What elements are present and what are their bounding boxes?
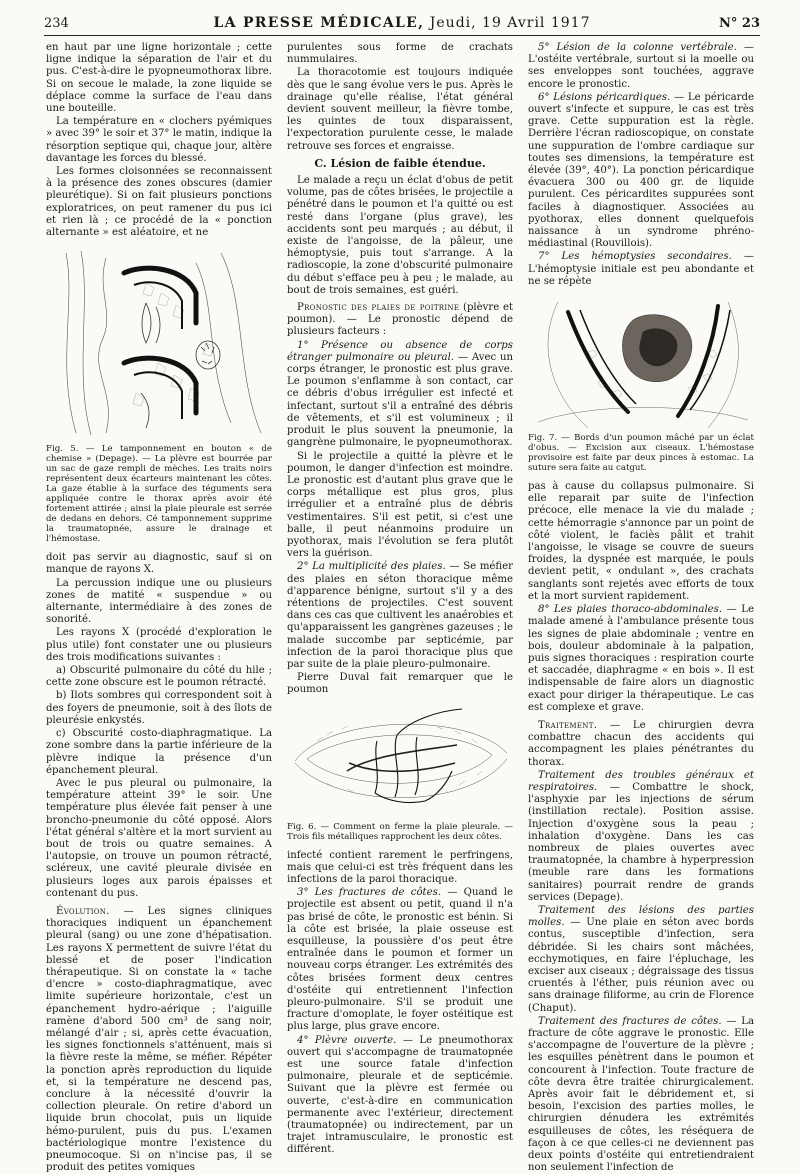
paragraph: c) Obscurité costo-diaphragmatique. La zone sombre dans la partie inférieure de la plèvre indique la présence d'un épanchement pleural. [46,728,272,776]
paragraph: pas à cause du collapsus pulmonaire. Si elle reparait par suite de l'infection précoce, elle menace la vie du malade ; cette hémorragie s'annonce par un point de côté violent, le faciès pâlit et trahit l'angoisse, le visage se couvre de sueurs froides, la dyspnée est marquée, le pouls devient petit, « ondulant », des crachats sanglants sont rejetés avec efforts de toux et la mort survient rapidement. [528,481,754,602]
paragraph-body: — Les signes cliniques thoraciques indiquent un épanchement pleural (sang) ou une zone d'hépatisation. Les rayons X permettent de suivre l'état du blessé et de poser l'indication thérapeutique. Si on constate la « tache d'encre » costo-diaphragmatique, avec limite supérieure horizontale, c'est un épanchement hydro-aérique ; l'aiguille ramène d'abord 500 cm³ de sang noir, mélangé d'air ; si, après cette évacuation, les signes fonctionnels s'atténuent, mais si la fièvre reste la même, se méfier. Répéter la ponction après reproduction du liquide et, si la température ne descend pas, conclure à la nécessité d'ouvrir la collection pleurale. On retire d'abord un liquide brun chocolat, puis un liquide hémo-purulent, puis du pus. L'examen bactériologique montre l'existence du pneumocoque. Si on n'incise pas, il se produit des petites vomiques [46,905,272,1174]
paragraph [287,1035,513,1157]
paragraph-heading: Pronostic des plaies de poitrine [297,302,460,314]
paragraph-heading: 2° La multiplicité des plaies. [297,561,446,573]
paragraph [528,42,754,91]
paragraph-body: — Une plaie en séton avec bords contus, susceptible d'infection, sera débridée. Si les chairs sont mâchées, ecchymotiques, en faire l'épluchage, les exciser aux ciseaux ; dégraissage des tissus cruentés à l'éther, puis réunion avec ou sans drainage filiforme, au crin de Florence (Chaput). [528,917,754,1014]
figure-6-illustration [287,701,513,819]
paragraph-heading: Traitement. [538,719,598,731]
paragraph-heading: Traitement des troubles généraux et respiratoires. [528,769,754,793]
paragraph [528,905,754,1015]
column-2 [287,42,514,1156]
paragraph-body: — Le péricarde ouvert s'infecte et suppure, le cas est très grave. Cette suppuration est la règle. Derrière l'écran radioscopique, on constate une suppuration de l'ombre cardiaque sur toutes ses dimensions, la température est élevée (39°, 40°). La ponction péricardique évacuera 300 ou 400 gr. de liquide purulent. Ces péricardites suppurées sont faciles à diagnostiquer. Associées au pyothorax, elles donnent quelquefois naissance à un syndrome phréno-médiastinal (Rouvillois). [528,91,754,250]
paragraph [287,340,513,450]
paragraph: b) Ilots sombres qui correspondent soit à des foyers de pneumonie, soit à des îlots de pleurésie enkystés. [46,690,272,726]
paragraph-body: (plèvre et poumon). — Le pronostic dépend de plusieurs facteurs : [287,302,514,338]
paragraph: doit pas servir au diagnostic, sauf si on manque de rayons X. [46,552,272,576]
paragraph: Si le projectile a quitté la plèvre et le poumon, le danger d'infection est moindre. Le pronostic est d'autant plus grave que le corps métallique est plus gros, plus irrégulier et a entraîné plus de débris vestimentaires. S'il est petit, si c'est une balle, il peut néanmoins produire un pyothorax, mais l'évolution se fera plutôt vers la guérison. [287,450,513,560]
paragraph: en haut par une ligne horizontale ; cette ligne indique la séparation de l'air et du pus. C'est-à-dire le pyopneumothorax libre. Si on secoue le malade, la zone liquide se déplace comme la surface de l'eau dans une bouteille. [46,42,272,115]
paragraph [528,1016,754,1174]
section-title: C. Lésion de faible étendue. [314,156,486,170]
paragraph-body: — La fracture de côte aggrave le pronostic. Elle s'accompagne de l'ouverture de la plèvre ; les esquilles pénètrent dans le poumon et concourent à l'infection. Toute fracture de côte devra être traitée chirurgicalement. Après avoir fait le débridement et, si besoin, l'excision des parties molles, le chirurgien dénudera les extrémités esquilleuses de côtes, les réséquera de façon à ce que celles-ci ne deviennent pas deux points d'ostéite qui entretiendraient non seulement l'infection de [528,1015,754,1174]
paragraph [287,302,513,339]
figure-7-illustration [528,292,754,430]
paragraph-heading: 8° Les plaies thoraco-abdominales. [538,604,723,616]
paragraph [528,604,754,714]
paragraph-body: — Quand le projectile est absent ou petit, quand il n'a pas brisé de côte, le pronostic est bénin. Si la côte est brisée, la plaie osseuse est esquilleuse, la poussière d'os peut être entraînée dans le poumon et former un nouveau corps étranger. Les extrémités des côtes brisées forment deux centres d'ostéite qui entretiennent l'infection pleuro-pulmonaire. S'il se produit une fracture d'omoplate, le foyer ostéitique est plus large, plus grave encore. [287,887,514,1033]
paragraph [528,770,754,904]
column-3 [528,42,755,1174]
paragraph-body: — Avec un corps étranger, le pronostic est plus grave. Le poumon s'enflamme à son contact, car ce débris d'obus irrégulier est infecté et infectant, surtout s'il a entraîné des débris de vêtements, et s'il est volumineux ; il produit le plus souvent la pneumonie, la gangrène pulmonaire, le pyopneumothorax. [287,351,513,449]
paragraph [528,720,754,769]
paragraph: Les rayons X (procédé d'exploration le plus utile) font constater une ou plusieurs des trois modifications suivantes : [46,627,272,663]
journal-title: LA PRESSE MÉDICALE, [213,15,425,31]
paragraph [287,561,513,671]
paragraph-heading: 3° Les fractures de côtes. [297,887,442,899]
paragraph: Avec le pus pleural ou pulmonaire, la température atteint 39° le soir. Une température plus élevée fait penser à une broncho-pneumonie du côté opposé. Alors l'état général s'altère et la mort survient au bout de trois ou quatre semaines. A l'autopsie, on trouve un poumon rétracté, scléreux, une cavité pleurale divisée en plusieurs loges aux parois épaisses et contenant du pus. [46,777,272,899]
paragraph-heading: 1° Présence ou absence de corps étranger pulmonaire ou pleural. [287,339,513,363]
paragraph: Les formes cloisonnées se reconnaissent à la présence des zones obscures (damier pleurétique). Si on fait plusieurs ponctions exploratrices, on peut ramener du pus ici et rien là ; ce procédé de la « ponction alternante » est aléatoire, et ne [46,166,272,239]
issue-number: N° 23 [719,16,760,31]
paragraph [528,92,754,251]
paragraph-body: — Le chirurgien devra combattre chacun des accidents qui accompagnent les plaies pénétrantes du thorax. [528,719,754,768]
figure-7-caption: Fig. 7. — Bords d'un poumon mâché par un éclat d'obus. — Excision aux ciseaux. L'hémostase provisoire est faite par deux pinces à estomac. La suture sera faite au catgut. [528,433,754,474]
paragraph-heading: 6° Lésions péricardiques. [538,91,671,103]
journal-header [44,15,760,31]
paragraph: Le malade a reçu un éclat d'obus de petit volume, pas de côtes brisées, le projectile a pénétré dans le poumon et l'a quitté ou est resté dans l'organe (plus grave), les accidents sont peu marqués ; au début, il existe de l'angoisse, de la pâleur, une hémoptysie, puis tout s'arrange. A la radioscopie, la zone d'obscurité pulmonaire du début s'efface peu à peu ; le malade, au bout de trois semaines, est guéri. [287,175,513,296]
paragraph-body: — Le malade amené à l'ambulance présente tous les signes de plaie abdominale ; ventre en bois, douleur abdominale à la palpation, puis signes thoraciques : respiration courte et saccadée, diaphragme « en bois ». Il est indispensable de faire alors un diagnostic exact pour diriger la thérapeutique. Le cas est complexe et grave. [528,604,755,713]
paragraph: a) Obscurité pulmonaire du côté du hile ; cette zone obscure est le poumon rétracté. [46,665,272,689]
paragraph-body: — Se méfier des plaies en séton thoracique même d'apparence bénigne, surtout s'il y a des rétentions de projectiles. C'est souvent dans ces cas que cultivent les anaérobies et qu'apparaissent les gangrènes gazeuses ; le malade succombe par septicémie, par infection de la paroi thoracique plus que par suite de la plaie pleuro-pulmonaire. [287,561,514,670]
paragraph [528,251,754,288]
paragraph-heading: Traitement des lésions des parties molles. [528,904,754,929]
paragraph-heading: Traitement des fractures de côtes. [538,1015,722,1027]
page-number: 234 [44,16,69,31]
page-header [44,14,760,36]
paragraph-heading: Évolution. [56,905,110,917]
paragraph-body: — Combattre le shock, l'asphyxie par les injections de sérum (instillation rectale). Position assise. Injection d'oxygène sous la peau ; inhalation d'oxygène. Dans les cas nombreux de plaies ouvertes avec traumatopnée, la chambre à hyperpression (meuble rare dans les formations sanitaires) pourrait rendre de grands services (Depage). [528,781,755,903]
paragraph-body: — L'hémoptysie initiale est peu abondante et ne se répète [528,251,754,287]
figure-6-caption: Fig. 6. — Comment on ferme la plaie pleurale. — Trois fils métalliques rapprochent les deux côtes. [287,821,513,842]
paragraph: infecté contient rarement le perfringens, mais que celui-ci est très fréquent dans les infections de la paroi thoracique. [287,849,513,885]
paragraph [46,906,272,1174]
paragraph: Pierre Duval fait remarquer que le poumon [287,672,513,696]
paragraph-body: — L'ostéite vertébrale, surtout si la moelle ou ses enveloppes sont touchées, aggrave encore le pronostic. [528,42,755,90]
column-1 [46,42,273,1174]
figure-5-caption: Fig. 5. — Le tamponnement en bouton « de chemise » (Depage). — La plèvre est bourrée par un sac de gaze rempli de mèches. Les traits noirs représentent deux écarteurs maintenant les côtes. La gaze établie à la surface des téguments sera appliquée contre le thorax après avoir été fortement attirée ; ainsi la plaie pleurale est serrée de dedans en dehors. Cé tamponnement supprime la traumatopnée, assure le drainage et l'hémostase. [46,444,272,545]
paragraph-heading: 5° Lésion de la colonne vertébrale. [538,42,737,53]
paragraph: purulentes sous forme de crachats nummulaires. [287,42,513,66]
paragraph: La température en « clochers pyémiques » avec 39° le soir et 37° le matin, indique la résorption septique qui, chaque jour, altère davantage les forces du blessé. [46,116,273,164]
paragraph: La thoracotomie est toujours indiquée dès que le sang évolue vers le pus. Après le drainage qu'elle réalise, l'état général devient souvent meilleur, la fièvre tombe, les quintes de toux disparaissent, l'expectoration purulente cesse, le malade retrouve ses forces et engraisse. [287,67,513,152]
paragraph [287,887,513,1033]
figure-5-illustration [46,243,272,441]
paragraph-heading: 7° Les hémoptysies secondaires. [538,251,732,263]
paragraph-heading: 4° Plèvre ouverte. [297,1034,397,1046]
paragraph: La percussion indique une ou plusieurs zones de matité « suspendue » ou alternante, intermédiaire à des zones de sonorité. [46,577,272,626]
issue-date: Jeudi, 19 Avril 1917 [429,15,591,31]
paragraph-body: — Le pneumothorax ouvert qui s'accompagne de traumatopnée est une source fatale d'infection pulmonaire, pleurale et de septicémie. Suivant que la plèvre est fermée ou ouverte, c'est-à-dire en communication permanente avec l'extérieur, directement (traumatopnée) ou indirectement, par un trajet intramusculaire, le pronostic est différent. [287,1034,514,1156]
